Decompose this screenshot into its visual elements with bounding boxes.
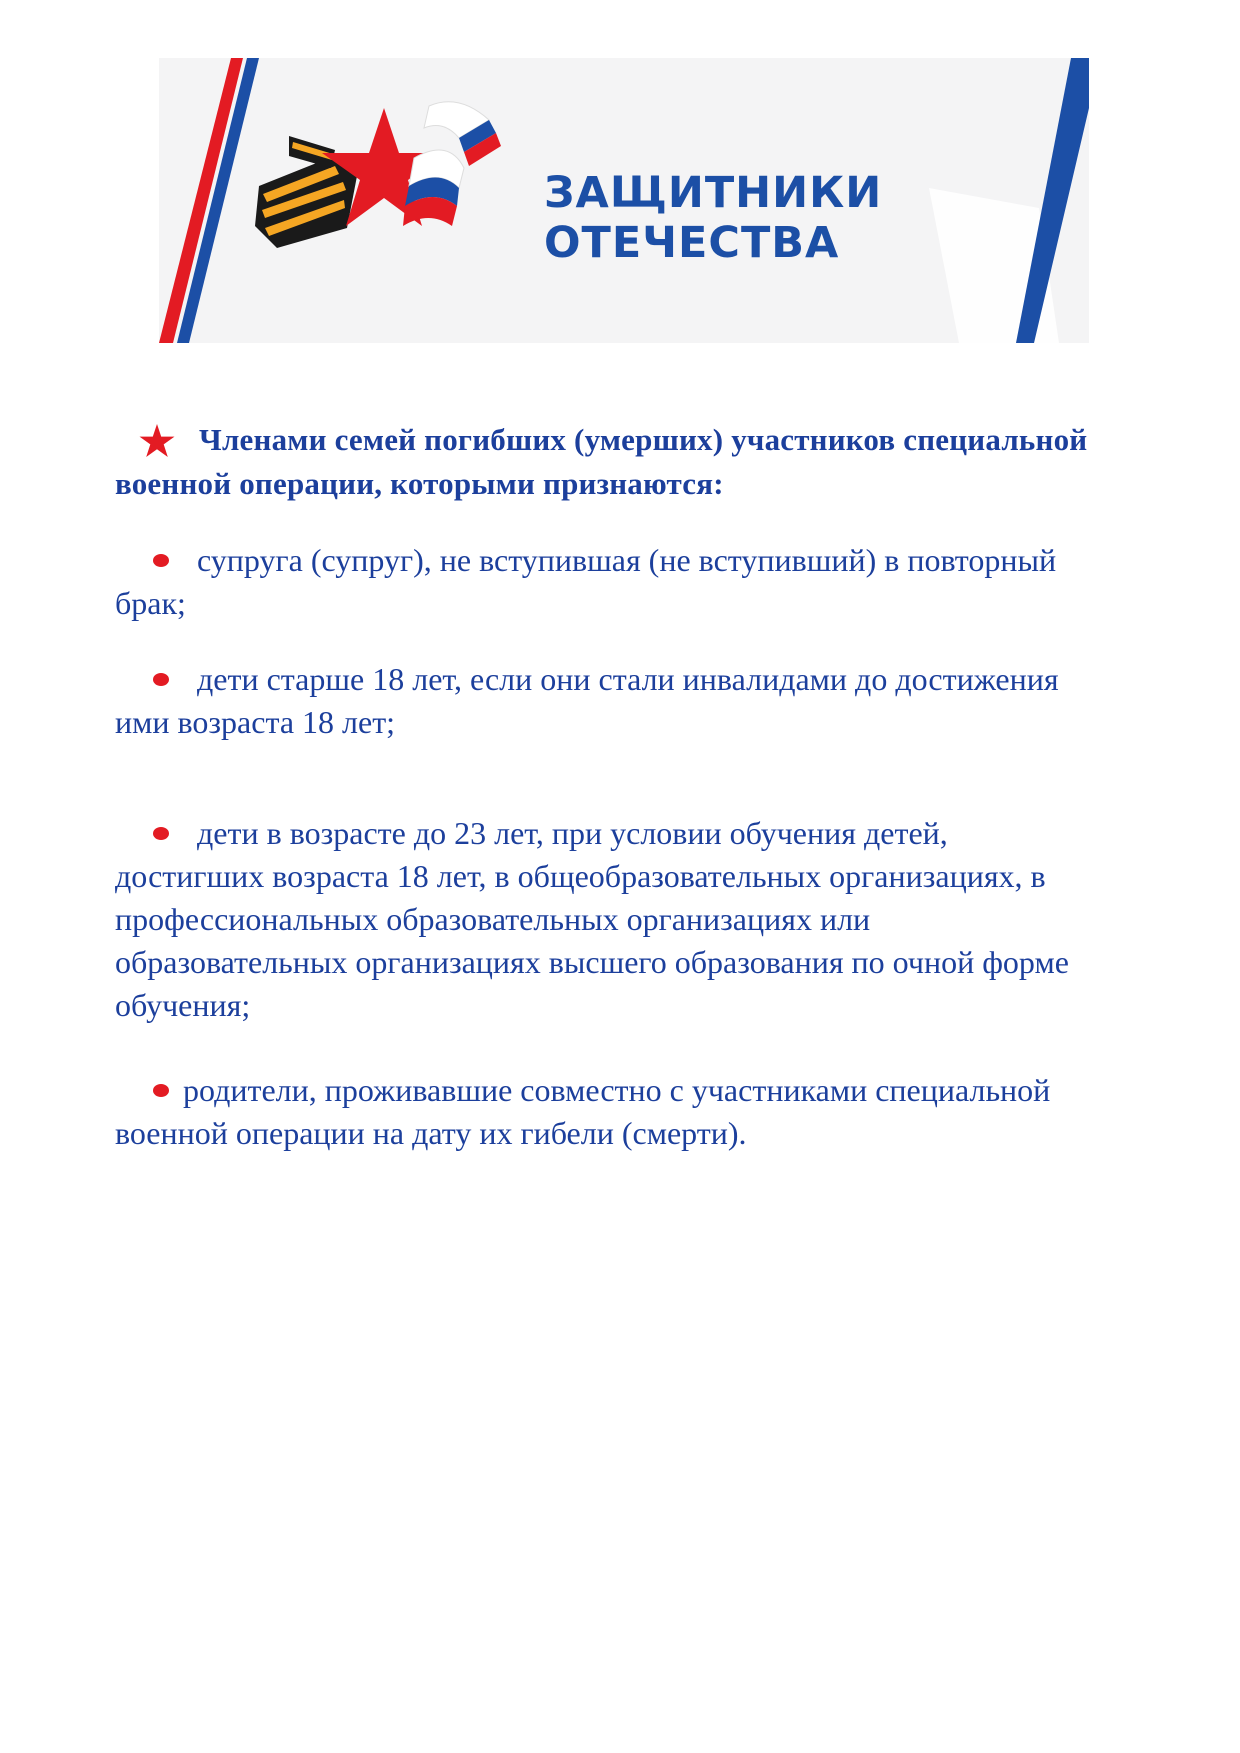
left-red-stripe	[159, 58, 243, 343]
star-icon	[139, 424, 175, 458]
list-item	[115, 812, 1105, 1027]
bullet-dot-icon	[153, 554, 169, 567]
section-heading	[115, 418, 1105, 506]
banner-title-line2: ОТЕЧЕСТВА	[544, 218, 840, 268]
list-item-text: дети в возрасте до 23 лет, при условии обучения детей, достигших возраста 18 лет, в общеобразовательных организациях, в профессиональных образовательных организациях или образовательных организациях высшего образования по очной форме обучения;	[115, 815, 1069, 1023]
list-item	[115, 1069, 1105, 1155]
st-george-ribbon-icon	[255, 136, 357, 248]
header-banner	[159, 58, 1089, 343]
russian-flag-ribbon-icon	[403, 102, 501, 226]
left-blue-stripe	[177, 58, 259, 343]
banner-title	[544, 168, 882, 268]
banner-title-line1: ЗАЩИТНИКИ	[544, 168, 883, 218]
list-item	[115, 539, 1105, 625]
list-item-text: супруга (супруг), не вступившая (не вступивший) в повторный брак;	[115, 542, 1057, 621]
list-item-text: родители, проживавшие совместно с участниками специальной военной операции на дату их гибели (смерти).	[115, 1072, 1051, 1151]
bullet-dot-icon	[153, 1084, 169, 1097]
list-item	[115, 658, 1105, 744]
list-item-text: дети старше 18 лет, если они стали инвалидами до достижения ими возраста 18 лет;	[115, 661, 1059, 740]
section-heading-text: Членами семей погибших (умерших) участников специальной военной операции, которыми признаются:	[115, 422, 1088, 501]
bullet-dot-icon	[153, 673, 169, 686]
content-section	[115, 418, 1105, 1155]
bullet-dot-icon	[153, 827, 169, 840]
